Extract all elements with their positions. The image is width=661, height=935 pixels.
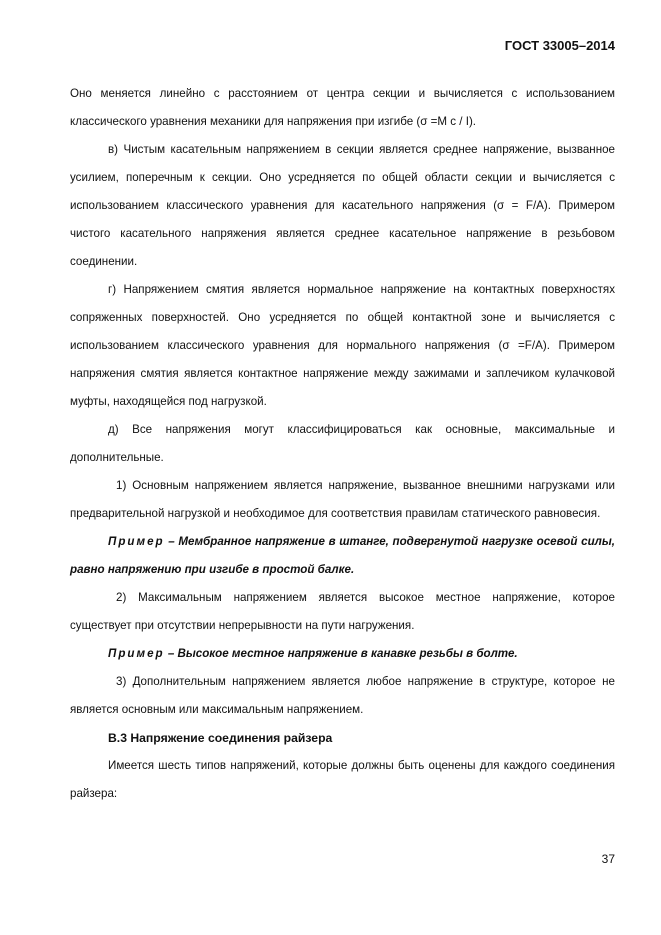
paragraph-shear-stress: в) Чистым касательным напряжением в секции является среднее напряжение, вызванное усилием, поперечным к секции. Оно усредняется по общей области секции и вычисляется с использованием классического уравнения для касательного напряжения (σ = F/A). Примером чистого касательного напряжения является среднее касательное напряжение в резьбовом соединении. [70,143,615,268]
page-body [70,80,615,808]
paragraph-peak-stress: 2) Максимальным напряжением является высокое местное напряжение, которое существует при отсутствии непрерывности на пути нагружения. [70,591,615,632]
document-number: ГОСТ 33005–2014 [504,38,615,53]
paragraph-riser-stress-types: Имеется шесть типов напряжений, которые должны быть оценены для каждого соединения райзера: [70,759,615,800]
example-text: – Мембранное напряжение в штанге, подвергнутой нагрузке осевой силы, равно напряжению при изгибе в простой балке. [70,535,615,576]
section-heading: В.3 Напряжение соединения райзера [108,731,333,745]
example-peak-stress [70,640,615,668]
paragraph-secondary-stress: 3) Дополнительным напряжением является любое напряжение в структуре, которое не является основным или максимальным напряжением. [70,675,615,716]
example-text: – Высокое местное напряжение в канавке резьбы в болте. [164,647,518,660]
example-primary-stress [70,528,615,584]
paragraph-bending-stress: Оно меняется линейно с расстоянием от центра секции и вычисляется с использованием классического уравнения механики для напряжения при изгибе (σ =M c / I). [70,87,615,128]
paragraph-stress-classification: д) Все напряжения могут классифицироваться как основные, максимальные и дополнительные. [70,423,615,464]
paragraph-bearing-stress: г) Напряжением смятия является нормальное напряжение на контактных поверхностях сопряженных поверхностей. Оно усредняется по общей контактной зоне и вычисляется с использованием классического уравнения для нормального напряжения (σ =F/A). Примером напряжения смятия является контактное напряжение между зажимами и заплечиком кулачковой муфты, находящейся под нагрузкой. [70,283,615,408]
example-label: Пример [108,647,165,660]
paragraph-primary-stress: 1) Основным напряжением является напряжение, вызванное внешними нагрузками или предварительной нагрузкой и необходимое для соответствия правилам статического равновесия. [70,479,615,520]
page-number: 37 [601,852,615,866]
example-label: Пример [108,535,165,548]
